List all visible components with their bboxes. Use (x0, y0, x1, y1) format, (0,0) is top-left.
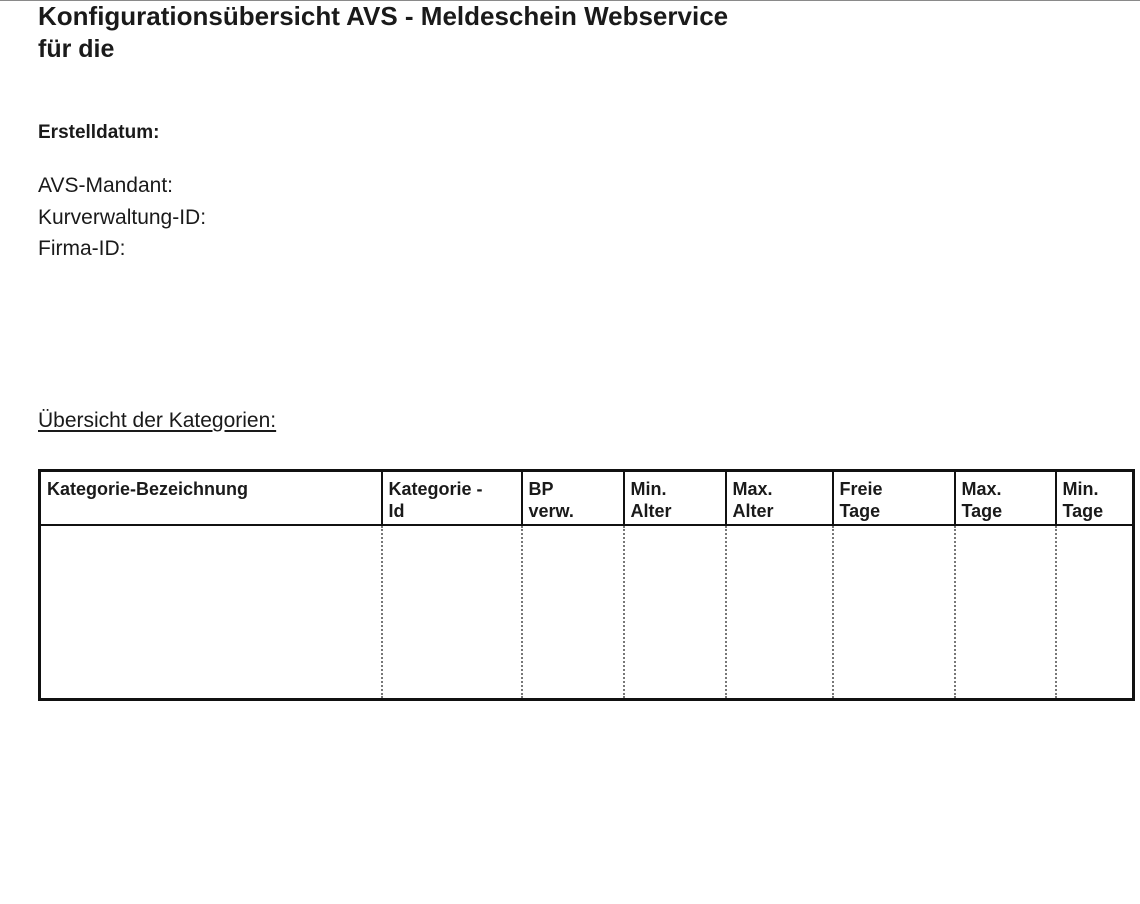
table-cell (522, 525, 624, 700)
column-header-line: Kategorie - (388, 479, 483, 499)
table-cell (726, 525, 833, 700)
firma-id-label: Firma-ID: (38, 237, 126, 260)
table-cell (624, 525, 726, 700)
column-header-line: Id (388, 501, 405, 521)
kategorien-table (38, 469, 1135, 701)
column-header-line: Tage (961, 501, 1003, 521)
column-header-line: Tage (1062, 501, 1104, 521)
column-header-line: Alter (630, 501, 672, 521)
document-subtitle: für die (38, 35, 115, 63)
table-cell (40, 525, 382, 700)
table-cell (382, 525, 522, 700)
table-cell (833, 525, 955, 700)
kurverwaltung-id-label: Kurverwaltung-ID: (38, 206, 207, 229)
table-cell (955, 525, 1056, 700)
column-header-kategorie-id (382, 471, 522, 526)
table-cell (1056, 525, 1134, 700)
column-header-line: Freie (839, 479, 883, 499)
column-header-min-tage (1056, 471, 1134, 526)
erstelldatum-label: Erstelldatum: (38, 122, 160, 143)
table-row (40, 525, 1134, 700)
column-header-min-alter (624, 471, 726, 526)
column-header-line: Tage (839, 501, 881, 521)
column-header-line: Min. (1062, 479, 1099, 499)
column-header-max-tage (955, 471, 1056, 526)
column-header-freie-tage (833, 471, 955, 526)
column-header-bp-verw (522, 471, 624, 526)
document-title: Konfigurationsübersicht AVS - Meldeschein Webservice (38, 1, 729, 31)
kategorien-section-heading: Übersicht der Kategorien: (38, 409, 277, 432)
column-header-line: BP (528, 479, 554, 499)
column-header-max-alter (726, 471, 833, 526)
table-header-row (40, 471, 1134, 526)
column-header-line: Kategorie-Bezeichnung (47, 479, 249, 499)
column-header-line: Min. (630, 479, 667, 499)
column-header-line: verw. (528, 501, 574, 521)
column-header-line: Max. (732, 479, 773, 499)
column-header-line: Alter (732, 501, 774, 521)
avs-mandant-label: AVS-Mandant: (38, 174, 174, 197)
column-header-kategorie-bezeichnung (40, 471, 382, 526)
column-header-line: Max. (961, 479, 1002, 499)
